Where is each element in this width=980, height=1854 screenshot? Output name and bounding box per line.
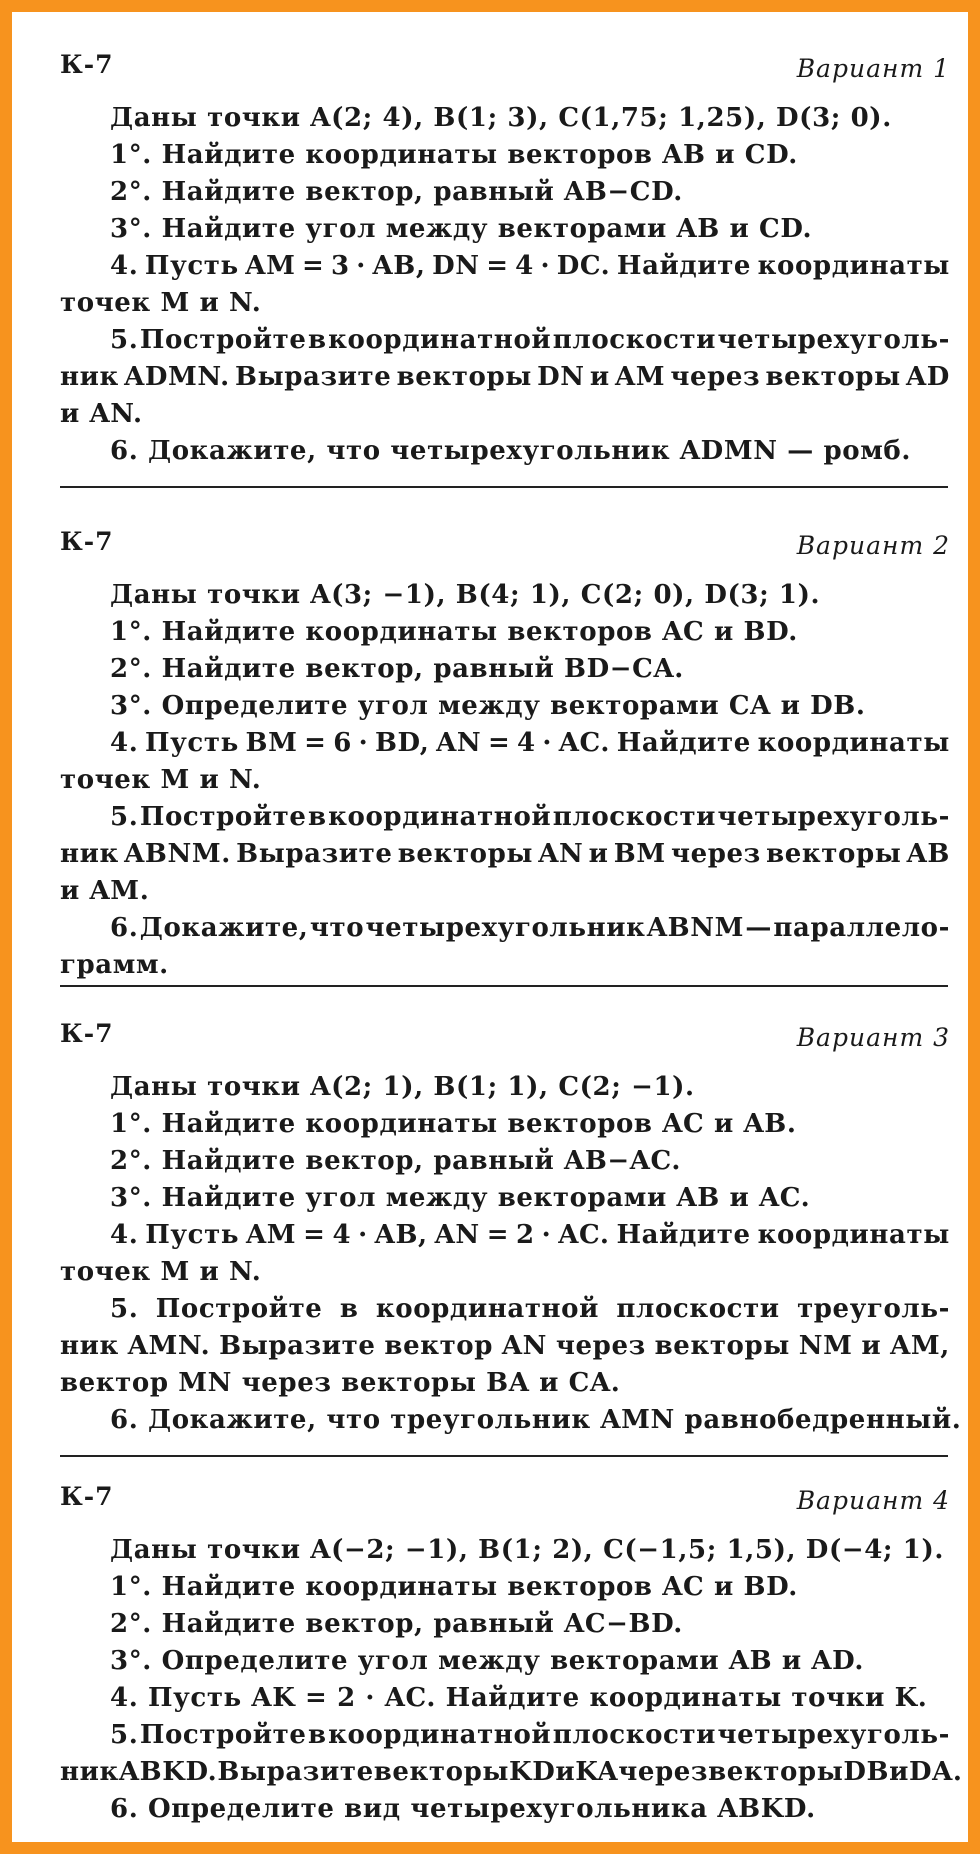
task-continuation: точек M и N. (60, 288, 262, 318)
task-item: 3°. Определите угол между векторами AB и AD. (110, 1646, 865, 1676)
task-item: 4. Пусть AM = 3 · AB, DN = 4 · DC. Найдите координаты (110, 251, 950, 281)
task-continuation: ник ADMN. Выразите векторы DN и AM через векторы AD (60, 362, 950, 392)
variant-body (60, 1532, 963, 1828)
variant-header (60, 1019, 950, 1069)
task-continuation: грамм. (60, 950, 169, 980)
task-item: 3°. Найдите угол между векторами AB и CD. (110, 214, 813, 244)
task-item: 5. Постройте в координатной плоскости четырехуголь- (110, 325, 950, 355)
variant-title: Вариант 3 (796, 1023, 950, 1052)
task-item: 3°. Найдите угол между векторами AB и AC. (110, 1183, 811, 1213)
variant-title: Вариант 1 (796, 54, 950, 83)
section-divider (60, 486, 948, 488)
task-item: 2°. Найдите вектор, равный BD−CA. (110, 654, 684, 684)
task-item: 1°. Найдите координаты векторов AC и BD. (110, 1572, 798, 1602)
variant-1 (60, 50, 950, 470)
test-code: К-7 (60, 1482, 114, 1511)
task-item: 1°. Найдите координаты векторов AC и BD. (110, 617, 798, 647)
test-code: К-7 (60, 527, 114, 556)
task-continuation: точек M и N. (60, 765, 262, 795)
given-points: Даны точки A(3; −1), B(4; 1), C(2; 0), D(3; 1). (110, 580, 821, 610)
test-code: К-7 (60, 50, 114, 79)
task-item: 1°. Найдите координаты векторов AC и AB. (110, 1109, 797, 1139)
variant-title: Вариант 4 (796, 1486, 950, 1515)
task-item: 2°. Найдите вектор, равный AB−CD. (110, 177, 683, 207)
variant-header (60, 50, 950, 100)
task-item: 6. Определите вид четырехугольника ABKD. (110, 1794, 816, 1824)
task-item: 4. Пусть AK = 2 · AC. Найдите координаты точки K. (110, 1683, 928, 1713)
variant-body (60, 100, 950, 470)
task-item: 2°. Найдите вектор, равный AC−BD. (110, 1609, 683, 1639)
variant-header (60, 1482, 950, 1532)
section-divider (60, 1455, 948, 1457)
task-item: 2°. Найдите вектор, равный AB−AC. (110, 1146, 682, 1176)
task-continuation: точек M и N. (60, 1257, 262, 1287)
given-points: Даны точки A(2; 4), B(1; 3), C(1,75; 1,25), D(3; 0). (110, 103, 892, 133)
variant-4 (60, 1482, 963, 1828)
variant-body (60, 577, 950, 984)
task-item: 1°. Найдите координаты векторов AB и CD. (110, 140, 798, 170)
task-item: 4. Пусть BM = 6 · BD, AN = 4 · AC. Найдите координаты (110, 728, 950, 758)
task-item: 5. Постройте в координатной плоскости четырехуголь- (110, 1720, 950, 1750)
variant-title: Вариант 2 (796, 531, 950, 560)
task-continuation: и AN. (60, 399, 143, 429)
variant-header (60, 527, 950, 577)
task-continuation: ник AMN. Выразите вектор AN через векторы NM и AM, (60, 1331, 950, 1361)
task-continuation: вектор MN через векторы BA и CA. (60, 1368, 621, 1398)
task-continuation: ник ABNM. Выразите векторы AN и BM через векторы AB (60, 839, 950, 869)
task-item: 5. Постройте в координатной плоскости треуголь- (110, 1294, 950, 1324)
test-code: К-7 (60, 1019, 114, 1048)
task-item: 4. Пусть AM = 4 · AB, AN = 2 · AC. Найдите координаты (110, 1220, 950, 1250)
task-item: 3°. Определите угол между векторами CA и DB. (110, 691, 866, 721)
section-divider (60, 985, 948, 987)
task-continuation: и AM. (60, 876, 150, 906)
variant-body (60, 1069, 962, 1439)
task-item: 5. Постройте в координатной плоскости четырехуголь- (110, 802, 950, 832)
task-item: 6. Докажите, что четырехугольник ADMN — ромб. (110, 436, 911, 466)
task-item: 6. Докажите, что четырехугольник ABNM — параллело- (110, 913, 950, 943)
variant-2 (60, 527, 950, 984)
task-continuation: ник ABKD. Выразите векторы KD и KA через векторы DB и DA. (60, 1757, 963, 1787)
given-points: Даны точки A(−2; −1), B(1; 2), C(−1,5; 1,5), D(−4; 1). (110, 1535, 945, 1565)
task-item: 6. Докажите, что треугольник AMN равнобедренный. (110, 1405, 962, 1435)
variant-3 (60, 1019, 962, 1439)
given-points: Даны точки A(2; 1), B(1; 1), C(2; −1). (110, 1072, 695, 1102)
